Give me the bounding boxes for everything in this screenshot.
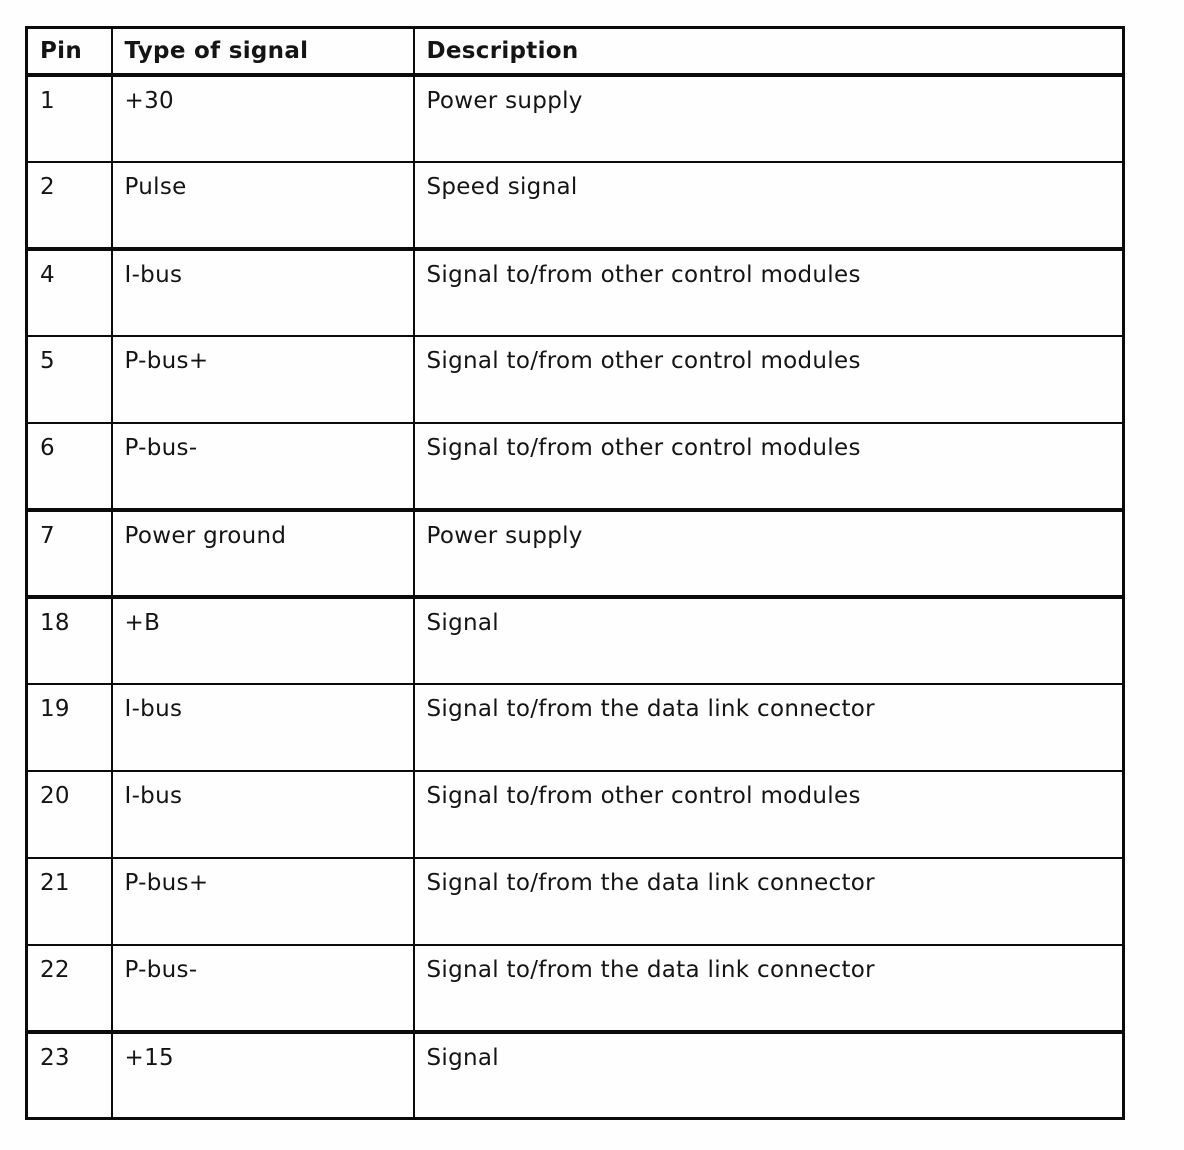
cell-description: Signal to/from the data link connector [414, 684, 1124, 771]
cell-description: Signal to/from the data link connector [414, 945, 1124, 1032]
cell-description: Signal [414, 597, 1124, 684]
cell-pin: 22 [27, 945, 112, 1032]
cell-pin: 18 [27, 597, 112, 684]
pin-assignment-table [25, 26, 1125, 1120]
cell-description: Signal to/from other control modules [414, 771, 1124, 858]
cell-description: Signal to/from the data link connector [414, 858, 1124, 945]
cell-description: Power supply [414, 75, 1124, 162]
cell-type-of-signal: P-bus+ [112, 858, 414, 945]
table-row [27, 771, 1124, 858]
cell-type-of-signal: P-bus+ [112, 336, 414, 423]
header-row [27, 28, 1124, 75]
cell-description: Signal to/from other control modules [414, 423, 1124, 510]
cell-pin: 19 [27, 684, 112, 771]
pin-table-body [27, 75, 1124, 1119]
cell-type-of-signal: P-bus- [112, 945, 414, 1032]
cell-description: Signal [414, 1032, 1124, 1119]
cell-pin: 2 [27, 162, 112, 249]
cell-type-of-signal: +15 [112, 1032, 414, 1119]
cell-type-of-signal: I-bus [112, 684, 414, 771]
cell-type-of-signal: P-bus- [112, 423, 414, 510]
cell-pin: 23 [27, 1032, 112, 1119]
cell-pin: 21 [27, 858, 112, 945]
table-row [27, 162, 1124, 249]
table-row [27, 336, 1124, 423]
cell-type-of-signal: +30 [112, 75, 414, 162]
header-type-of-signal: Type of signal [112, 28, 414, 75]
cell-pin: 5 [27, 336, 112, 423]
table-row [27, 510, 1124, 597]
cell-type-of-signal: Power ground [112, 510, 414, 597]
cell-description: Speed signal [414, 162, 1124, 249]
cell-pin: 7 [27, 510, 112, 597]
cell-pin: 20 [27, 771, 112, 858]
table-header [27, 28, 1124, 75]
table-row [27, 1032, 1124, 1119]
cell-pin: 4 [27, 249, 112, 336]
cell-pin: 1 [27, 75, 112, 162]
header-description: Description [414, 28, 1124, 75]
cell-description: Power supply [414, 510, 1124, 597]
table-row [27, 423, 1124, 510]
table-row [27, 684, 1124, 771]
table-row [27, 945, 1124, 1032]
cell-type-of-signal: +B [112, 597, 414, 684]
cell-description: Signal to/from other control modules [414, 249, 1124, 336]
cell-description: Signal to/from other control modules [414, 336, 1124, 423]
table-row [27, 249, 1124, 336]
cell-type-of-signal: Pulse [112, 162, 414, 249]
table-row [27, 75, 1124, 162]
cell-type-of-signal: I-bus [112, 771, 414, 858]
cell-type-of-signal: I-bus [112, 249, 414, 336]
table-row [27, 858, 1124, 945]
table-row [27, 597, 1124, 684]
header-pin: Pin [27, 28, 112, 75]
cell-pin: 6 [27, 423, 112, 510]
